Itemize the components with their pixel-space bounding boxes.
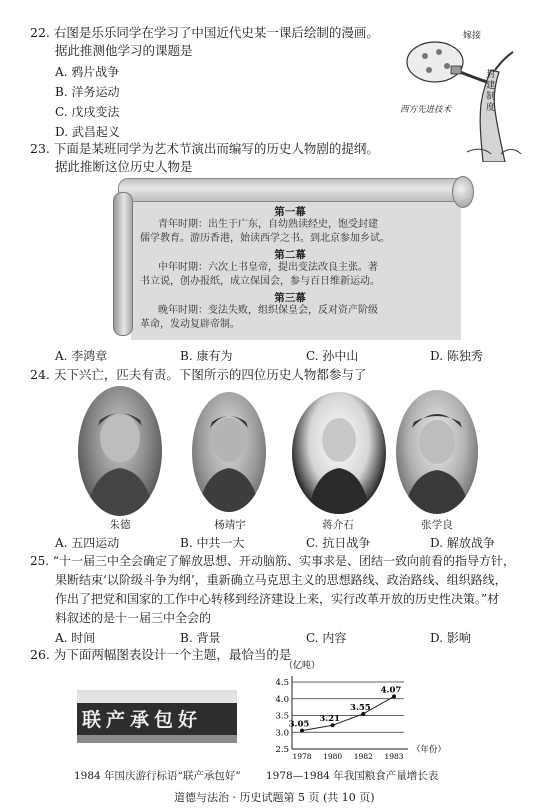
q23-option-c: C. 孙中山 — [306, 349, 359, 363]
q25-line1: 25. “十一届三中全会确定了解放思想、开动脑筋、实事求是、团结一致向前看的指导方针， — [30, 554, 516, 568]
q24-stem: 24. 天下兴亡，匹夫有责。下图所示的四位历史人物都参与了 — [30, 367, 367, 382]
q26-stem: 26. 为下面两幅图表设计一个主题，最恰当的是 — [30, 647, 292, 662]
cartoon-label-graft: 嫁接 — [463, 31, 482, 41]
q22-stem-line1: 22. 右图是乐乐同学在学习了中国近代史某一课后绘制的漫画。 — [30, 25, 379, 40]
x-tick-label: 1982 — [353, 752, 373, 761]
y-tick-label: 2.5 — [275, 745, 289, 755]
y-tick-label: 3.0 — [275, 728, 289, 739]
x-tick-label: 1983 — [384, 752, 404, 761]
act-1-line1: 青年时期：出生于广东，自幼熟读经史，饱受封建 — [158, 219, 378, 230]
q25-option-a: A. 时间 — [55, 631, 96, 645]
q23-stem-line2: 据此推断这位历史人物是 — [55, 159, 193, 174]
act-1-title: 第一幕 — [274, 206, 306, 218]
cartoon-label-branch: 西方先进技术 — [400, 105, 452, 115]
q23-option-b: B. 康有为 — [180, 349, 233, 363]
q25-option-c: C. 内容 — [306, 631, 347, 645]
data-label: 4.07 — [380, 685, 402, 696]
parade-sign-text: 联产承包好 — [82, 709, 203, 731]
caption-yang-jingyu: 杨靖宇 — [214, 519, 246, 531]
y-tick-label: 3.5 — [275, 711, 289, 722]
q23-option-d: D. 陈独秀 — [430, 349, 483, 363]
x-axis-label: （年份） — [412, 745, 447, 755]
y-axis-label: （亿吨） — [284, 661, 321, 671]
act-3-line2: 革命，发动复辟帝制。 — [140, 319, 240, 330]
page-footer: 道德与法治 · 历史试题第 5 页 (共 10 页) — [174, 791, 375, 804]
act-3-title: 第三幕 — [274, 292, 306, 304]
data-label: 3.55 — [349, 702, 371, 713]
q25-line4: 料叙述的是十一届三中全会的 — [55, 611, 212, 625]
act-2-title: 第二幕 — [274, 249, 306, 261]
scroll-left-roll — [113, 192, 133, 336]
portrait-zhu-de — [78, 386, 162, 516]
q23-stem-line1: 23. 下面是某班同学为艺术节演出而编写的历史人物剧的提纲。 — [30, 141, 379, 156]
caption-zhang-xueliang: 张学良 — [421, 519, 453, 531]
q25-option-d: D. 影响 — [430, 631, 471, 645]
act-1-line2: 儒学教育。游历香港，始读西学之书。到北京参加乡试。 — [140, 233, 390, 244]
x-tick-label: 1980 — [323, 752, 343, 761]
photo-caption: 1984 年国庆游行标语“联产承包好” — [74, 770, 241, 782]
scroll-top-roll — [118, 178, 470, 202]
q22-option-b: B. 洋务运动 — [55, 85, 120, 99]
q24-option-a: A. 五四运动 — [55, 536, 120, 550]
grain-output-chart — [262, 656, 462, 766]
q25-line2: 果断结束‘以阶级斗争为纲’，重新确立马克思主义的思想路线、政治路线、组织路线， — [55, 573, 507, 587]
parade-crowd — [77, 735, 237, 743]
act-2-line2: 书立说，创办报纸，成立保国会，参与百日维新运动。 — [140, 276, 380, 287]
q24-option-d: D. 解放战争 — [430, 536, 495, 550]
q22-stem-line2: 据此推测他学习的课题是 — [55, 43, 193, 58]
q22-option-d: D. 武昌起义 — [55, 125, 120, 139]
q22-option-c: C. 戊戌变法 — [55, 105, 120, 119]
q22-option-a: A. 鸦片战争 — [55, 65, 120, 79]
cartoon-grafted-tree — [395, 22, 525, 162]
series-line — [302, 696, 394, 730]
data-label: 3.05 — [288, 719, 310, 730]
caption-zhu-de: 朱德 — [109, 519, 131, 531]
x-tick-label: 1978 — [292, 752, 312, 761]
portrait-chiang-kai-shek — [292, 392, 386, 514]
q25-option-b: B. 背景 — [180, 631, 221, 645]
act-3-line1: 晚年时期：变法失败，组织保皇会，反对资产阶级 — [158, 305, 378, 316]
chart-caption: 1978—1984 年我国粮食产量增长表 — [266, 770, 439, 782]
y-tick-label: 4.0 — [275, 694, 289, 705]
q25-line3: 作出了把党和国家的工作中心转移到经济建设上来，实行改革开放的历史性决策。”材 — [55, 592, 500, 606]
q24-option-b: B. 中共一大 — [180, 536, 245, 550]
portrait-yang-jingyu — [192, 392, 266, 512]
y-tick-label: 4.5 — [275, 678, 289, 688]
scroll-right-knob — [452, 176, 474, 208]
q24-option-c: C. 抗日战争 — [306, 536, 371, 550]
caption-chiang-kai-shek: 蒋介石 — [322, 519, 354, 531]
act-2-line1: 中年时期：六次上书皇帝，提出变法改良主张。著 — [158, 262, 378, 273]
data-label: 3.21 — [319, 714, 341, 725]
portrait-zhang-xueliang — [396, 390, 478, 514]
cartoon-label-trunk: 封建制度 — [486, 70, 496, 113]
q23-option-a: A. 李鸿章 — [55, 349, 108, 363]
